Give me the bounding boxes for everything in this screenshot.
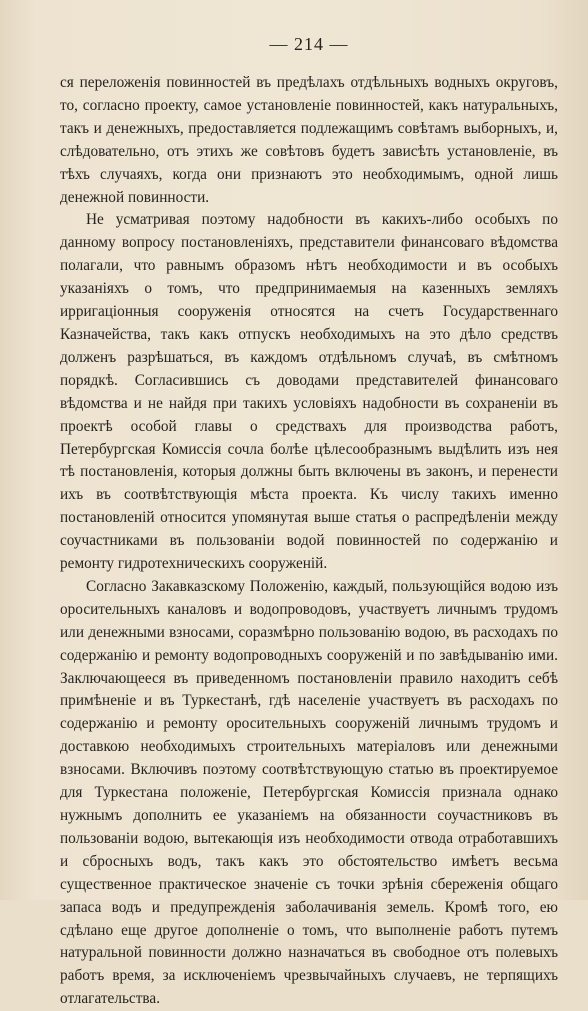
paragraph: Не усматривая поэтому надобности въ какихъ-либо особыхъ по данному вопросу постановленіяхъ, представители финансоваго вѣдомства полагали, что равнымъ образомъ нѣтъ необходимости и въ особыхъ указаніяхъ о томъ, что предпринимаемыя на казенныхъ земляхъ ирригаціонныя сооруженія относятся на счетъ Государственнаго Казначейства, такъ какъ отпускъ необходимыхъ на это дѣло средствъ долженъ разрѣшаться, въ каждомъ отдѣльномъ случаѣ, въ смѣтномъ порядкѣ. Согласившись съ доводами представителей финансоваго вѣдомства и не найдя при такихъ условіяхъ надобности въ сохраненіи въ проектѣ особой главы о средствахъ для производства работъ, Петербургская Комиссія сочла болѣе цѣлесообразнымъ выдѣлить изъ нея тѣ постановленія, которыя должны быть включены въ законъ, и перенести ихъ въ соотвѣтствующія мѣста проекта. Къ числу такихъ именно постановленій относится упомянутая выше статья о распредѣленіи между соучастниками въ пользованіи водой повинностей по содержанію и ремонту гидротехническихъ сооруженій. bbox=[60, 211, 558, 573]
paragraph-continued: ся переложенія повинностей въ предѣлахъ отдѣльныхъ водныхъ округовъ, то, согласно проекту, самое установленіе повинностей, какъ натуральныхъ, такъ и денежныхъ, предоставляется подлежащимъ совѣтамъ выборныхъ, и, слѣдовательно, отъ этихъ же совѣтовъ будетъ зависѣть установленіе, въ тѣхъ случаяхъ, когда они признаютъ это необходимымъ, одной лишь денежной повинности. bbox=[60, 74, 558, 206]
paragraph: Согласно Закавказскому Положенію, каждый, пользующійся водою изъ оросительныхъ каналовъ и водопроводовъ, участвуетъ личнымъ трудомъ или денежными взносами, соразмѣрно пользованію водою, въ расходахъ по содержанію и ремонту водопроводныхъ сооруженій и по завѣдыванію ими. Заключающееся въ приведенномъ постановленіи правило находитъ себѣ примѣненіе и въ Туркестанѣ, гдѣ населеніе участвуетъ въ расходахъ по содержанію и ремонту оросительныхъ сооруженій личнымъ трудомъ и доставкою необходимыхъ строительныхъ матеріаловъ или денежными взносами. Включивъ поэтому соотвѣтствующую статью въ проектируемое для Туркестана положеніе, Петербургская Комиссія признала однако нужнымъ дополнить ее указаніемъ на обязанности соучастниковъ въ пользованіи водою, вытекающія изъ необходимости отвода отработавшихъ и сбросныхъ водъ, такъ какъ это обстоятельство имѣетъ весьма существенное практическое значеніе съ точки зрѣнія сбереженія общаго запаса водъ и предупрежденія заболачиванія земель. Кромѣ того, ею сдѣлано еще другое дополненіе о томъ, что выполненіе работъ путемъ натуральной повинности должно назначаться въ свободное отъ полевыхъ работъ время, за исключеніемъ чрезвычайныхъ случаевъ, не терпящихъ отлагательства. bbox=[60, 577, 558, 1008]
page-number: — 214 — bbox=[269, 34, 349, 54]
body-text bbox=[60, 72, 558, 1011]
